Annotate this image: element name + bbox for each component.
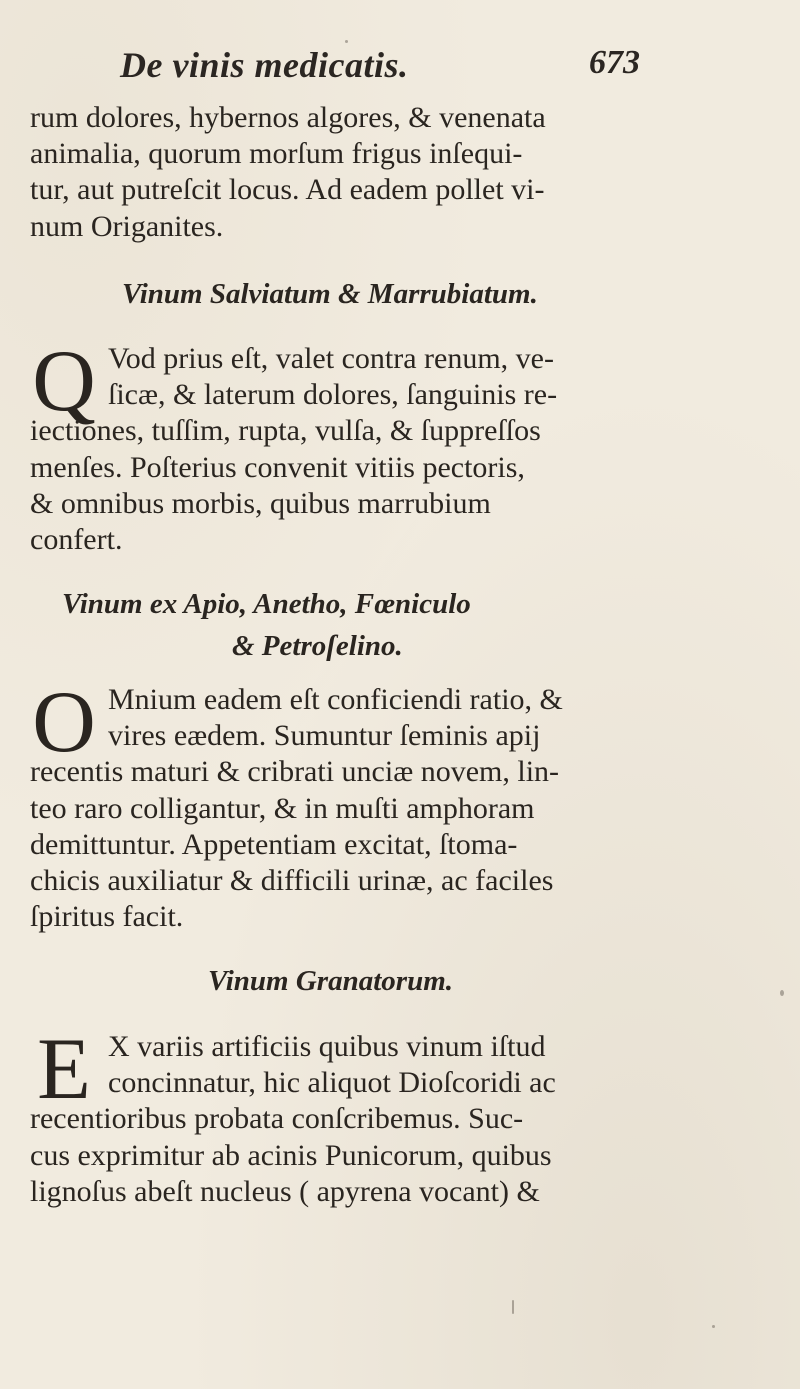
text-line: iectiones, tuſſim, rupta, vulſa, & ſuppreſſos: [30, 414, 541, 448]
text-line: vires eædem. Sumuntur ſeminis apij: [108, 719, 541, 753]
text-line: concinnatur, hic aliquot Dioſcoridi ac: [108, 1066, 556, 1100]
text-line: teo raro colligantur, & in muſti amphoram: [30, 791, 535, 825]
section-heading-apio-line1: Vinum ex Apio, Anetho, Fœniculo: [62, 588, 471, 620]
text-line: ſicæ, & laterum dolores, ſanguinis re-: [108, 378, 558, 412]
text-line: num Origanites.: [30, 209, 224, 243]
section-heading-apio-line2: & Petroſelino.: [232, 630, 403, 662]
drop-cap-q: Q: [32, 333, 96, 430]
paper-speck: [780, 990, 784, 996]
section-heading-salviatum: Vinum Salviatum & Marrubiatum.: [122, 278, 538, 310]
paragraph-continuation: [30, 100, 630, 245]
running-header: [120, 44, 640, 94]
page-number: 673: [589, 44, 640, 81]
running-title: De vinis medicatis.: [120, 45, 409, 85]
paper-speck: [345, 40, 348, 43]
text-line: menſes. Poſterius convenit vitiis pectoris,: [30, 450, 525, 484]
text-line: tur, aut putreſcit locus. Ad eadem pollet vi-: [30, 173, 545, 207]
text-line: confert.: [30, 522, 123, 556]
text-line: recentioribus probata conſcribemus. Suc-: [30, 1102, 524, 1136]
text-line: lignoſus abeſt nucleus ( apyrena vocant) &: [30, 1174, 540, 1208]
section-heading-granatorum: Vinum Granatorum.: [208, 965, 453, 997]
paper-speck: [712, 1325, 715, 1328]
text-line: cus exprimitur ab acinis Punicorum, quibus: [30, 1138, 552, 1172]
drop-cap-o: O: [32, 674, 96, 771]
text-line: ſpiritus facit.: [30, 900, 184, 934]
text-line: chicis auxiliatur & difficili urinæ, ac faciles: [30, 863, 554, 897]
paper-speck: [512, 1300, 514, 1314]
text-line: X variis artificiis quibus vinum iſtud: [108, 1030, 546, 1063]
text-line: Mnium eadem eſt conficiendi ratio, &: [108, 683, 563, 716]
paragraph-salviatum: [30, 333, 630, 558]
text-line: recentis maturi & cribrati unciæ novem, lin-: [30, 755, 560, 789]
text-line: demittuntur. Appetentiam excitat, ſtoma-: [30, 827, 518, 861]
paragraph-apio: [30, 674, 630, 935]
text-line: Vod prius eſt, valet contra renum, ve-: [108, 342, 554, 375]
text-line: animalia, quorum morſum frigus inſequi-: [30, 137, 523, 171]
text-line: & omnibus morbis, quibus marrubium: [30, 486, 491, 520]
paragraph-granatorum: [30, 1021, 630, 1210]
drop-cap-e: E: [37, 1021, 91, 1118]
text-line: rum dolores, hybernos algores, & venenata: [30, 101, 546, 134]
